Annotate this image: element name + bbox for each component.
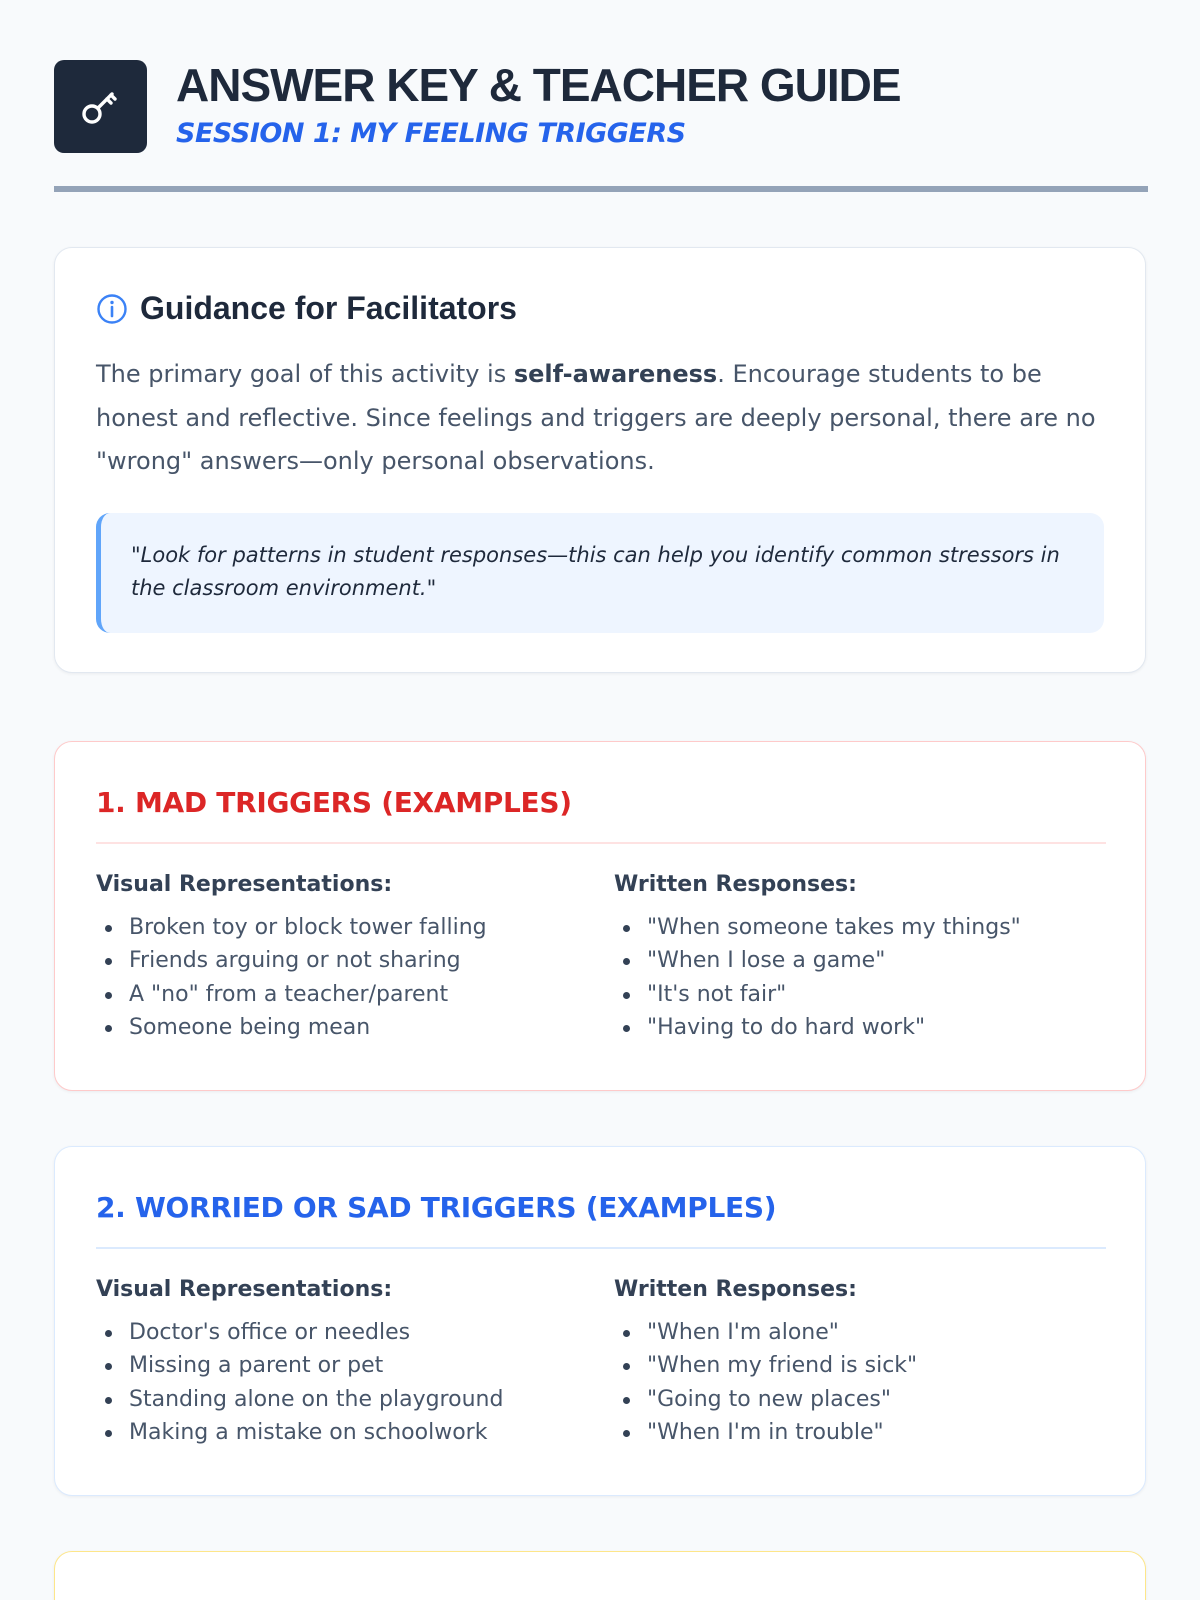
mad-triggers-title: 1. MAD TRIGGERS (EXAMPLES) [96,786,572,819]
guidance-text-end: . Encourage students to be honest and reflective. Since feelings and triggers are deeply personal, there are no "wrong" answers—only personal observations. [96,360,1096,475]
mad-visual-list [96,911,576,1044]
list-item: "Having to do hard work" [614,1011,1094,1044]
list-item: "When I lose a game" [614,944,1094,977]
list-item: "It's not fair" [614,978,1094,1011]
list-item: Broken toy or block tower falling [96,911,576,944]
list-item: Doctor's office or needles [96,1316,576,1349]
mad-visual-column [96,872,576,1044]
sad-written-list [614,1316,1094,1449]
visual-heading: Visual Representations: [96,872,393,897]
guidance-card [54,247,1146,673]
list-item: "When someone takes my things" [614,911,1094,944]
list-item: "Going to new places" [614,1383,1094,1416]
list-item: "When I'm in trouble" [614,1416,1094,1449]
section-divider [96,1247,1106,1249]
guidance-heading [96,290,517,327]
visual-heading: Visual Representations: [96,1277,393,1302]
written-heading: Written Responses: [614,1277,857,1302]
guidance-title: Guidance for Facilitators [140,290,517,326]
key-icon [76,82,126,132]
worried-sad-triggers-title: 2. WORRIED OR SAD TRIGGERS (EXAMPLES) [96,1191,777,1224]
guidance-quote: "Look for patterns in student responses—this can help you identify common stressors in the classroom environment." [96,513,1104,633]
guidance-paragraph [96,353,1106,484]
header-divider [54,186,1148,192]
next-section-card [54,1551,1146,1600]
list-item: Missing a parent or pet [96,1349,576,1382]
list-item: Standing alone on the playground [96,1383,576,1416]
mad-written-list [614,911,1094,1044]
info-icon [96,293,128,325]
key-logo [54,60,147,153]
page-header [54,60,1148,190]
mad-triggers-card [54,741,1146,1091]
page-subtitle: SESSION 1: MY FEELING TRIGGERS [176,118,686,149]
guidance-text-start: The primary goal of this activity is [96,360,514,388]
written-heading: Written Responses: [614,872,857,897]
list-item: Making a mistake on schoolwork [96,1416,576,1449]
section-divider [96,842,1106,844]
list-item: "When my friend is sick" [614,1349,1094,1382]
mad-written-column [614,872,1094,1044]
guidance-emphasis: self-awareness [513,360,718,388]
list-item: "When I'm alone" [614,1316,1094,1349]
list-item: A "no" from a teacher/parent [96,978,576,1011]
page-title: ANSWER KEY & TEACHER GUIDE [176,59,901,111]
sad-visual-column [96,1277,576,1449]
sad-written-column [614,1277,1094,1449]
sad-visual-list [96,1316,576,1449]
worried-sad-triggers-card [54,1146,1146,1496]
list-item: Someone being mean [96,1011,576,1044]
list-item: Friends arguing or not sharing [96,944,576,977]
